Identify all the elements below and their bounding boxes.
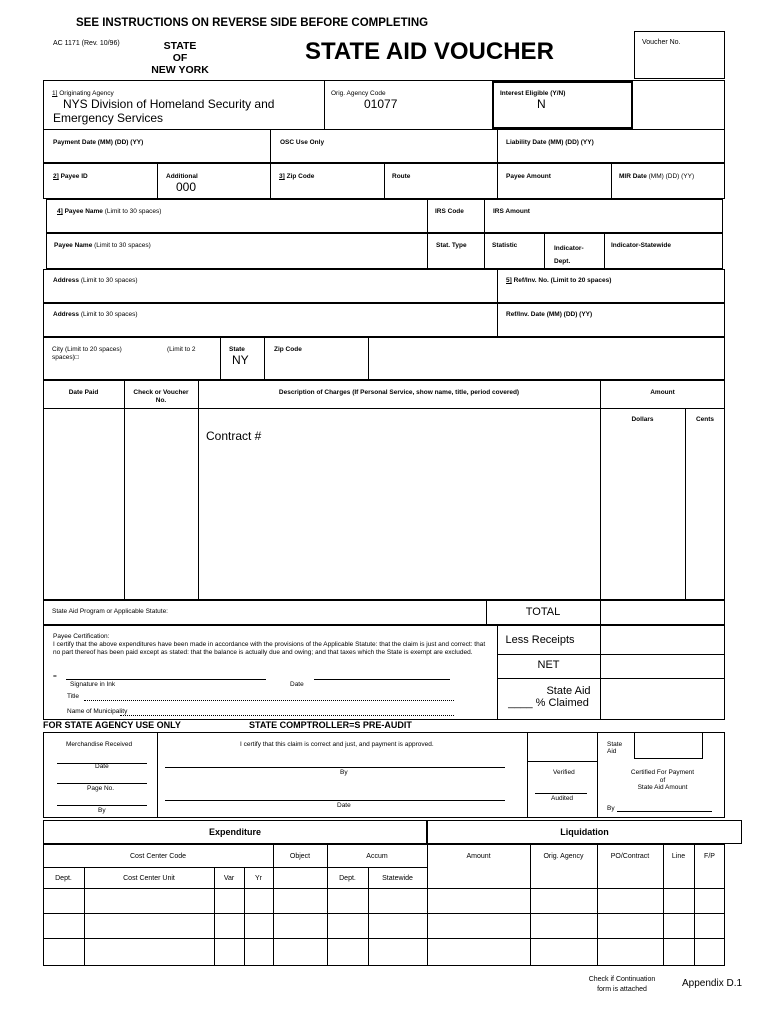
var-header: Var bbox=[223, 875, 235, 882]
address-1-limit: (Limit to 30 spaces) bbox=[80, 277, 138, 284]
ref-inv-date-label: Ref/Inv. Date (MM) (DD) (YY) bbox=[506, 311, 593, 318]
mir-fmt: (MM) (DD) (YY) bbox=[648, 173, 695, 180]
municipality-label: Name of Municipality bbox=[67, 708, 128, 715]
interest-eligible-box[interactable] bbox=[492, 81, 633, 129]
line-header: Line bbox=[671, 853, 686, 860]
agency-name-line-2: Emergency Services bbox=[53, 111, 164, 125]
orig-agency-code-label: Orig. Agency Code bbox=[331, 90, 386, 97]
cost-center-unit-header: Cost Center Unit bbox=[123, 875, 175, 882]
check-voucher-header bbox=[124, 389, 198, 405]
payee-id-num: 2] bbox=[53, 173, 59, 180]
certification-heading: Payee Certification: bbox=[53, 633, 110, 640]
stat-type-label: Stat. Type bbox=[436, 242, 467, 249]
contract-number: Contract # bbox=[206, 429, 262, 443]
cost-center-code-header: Cost Center Code bbox=[129, 853, 187, 860]
route-label: Route bbox=[392, 173, 411, 180]
program-label: State Aid Program or Applicable Statute: bbox=[52, 608, 168, 615]
check-l1: Check or Voucher bbox=[133, 389, 189, 396]
irs-amount-label: IRS Amount bbox=[493, 208, 530, 215]
expenditure-label: Expenditure bbox=[208, 827, 261, 837]
state-aid-l2: Aid bbox=[607, 748, 617, 755]
fp-header: F/P bbox=[704, 853, 715, 860]
statistic-label: Statistic bbox=[492, 242, 518, 249]
certification-block bbox=[43, 625, 725, 720]
state-aid-line: State Aid bbox=[546, 685, 591, 697]
appendix-label: Appendix D.1 bbox=[682, 978, 743, 989]
yr-header: Yr bbox=[255, 875, 262, 882]
payee-name-2-text: Payee Name bbox=[54, 242, 93, 249]
form-number: AC 1171 (Rev. 10/96) bbox=[53, 40, 120, 47]
title-label: Title bbox=[67, 693, 80, 700]
state-aid-claimed bbox=[497, 685, 600, 709]
instruction-line: SEE INSTRUCTIONS ON REVERSE SIDE BEFORE COMPLETING bbox=[76, 17, 429, 29]
address-2-label bbox=[53, 311, 138, 318]
certification-eq: = bbox=[53, 673, 57, 680]
voucher-no-box[interactable] bbox=[634, 31, 725, 79]
less-receipts-label: Less Receipts bbox=[505, 634, 575, 646]
additional-label: Additional bbox=[166, 173, 198, 180]
ref-num: 5] bbox=[506, 277, 512, 284]
continuation-l1: Check if Continuation bbox=[588, 976, 656, 983]
payee-id-text: Payee ID bbox=[60, 173, 88, 180]
city-label bbox=[52, 346, 122, 353]
address-2-limit: (Limit to 30 spaces) bbox=[80, 311, 138, 318]
net-label: NET bbox=[537, 659, 560, 671]
mir-text: MIR Date bbox=[619, 173, 647, 180]
originating-agency-label bbox=[52, 90, 114, 97]
city-row bbox=[43, 337, 725, 380]
address-2-row bbox=[43, 303, 725, 337]
state-value: NY bbox=[232, 353, 249, 367]
audited-label: Audited bbox=[551, 795, 574, 802]
zip-code-label bbox=[279, 173, 314, 180]
certification-text: I certify that the above expenditures have been made in accordance with the provisions of the Applicable Statute: that the claim is just and correct: that no part thereof has been paid except as stated: that the balance is actually due and owing; and that taxes which the State is exempt are excluded. bbox=[53, 641, 486, 656]
payee-name-2-label bbox=[54, 242, 151, 249]
certified-l3: State Aid Amount bbox=[637, 784, 688, 791]
agency-use-heading: FOR STATE AGENCY USE ONLY bbox=[43, 720, 181, 730]
address-1-label bbox=[53, 277, 138, 284]
payee-name-num: 4] bbox=[57, 208, 63, 215]
agency-name-line-1: NYS Division of Homeland Security and bbox=[63, 97, 275, 111]
cents-header: Cents bbox=[695, 416, 715, 423]
payment-date-label: Payment Date (MM) (DD) (YY) bbox=[53, 139, 144, 146]
state-line-2: OF bbox=[172, 52, 188, 64]
certified-l1: Certified For Payment bbox=[630, 769, 695, 776]
payee-amount-label: Payee Amount bbox=[506, 173, 551, 180]
interest-eligible-label: Interest Eligible (Y/N) bbox=[500, 90, 566, 97]
accum-header: Accum bbox=[366, 853, 388, 860]
signature-label: Signature in Ink bbox=[70, 681, 116, 688]
merchandise-received: Merchandise Received bbox=[66, 741, 133, 748]
po-contract-header: PO/Contract bbox=[610, 853, 650, 860]
object-header: Object bbox=[289, 853, 311, 860]
merch-date: Date bbox=[95, 763, 109, 770]
certified-payment bbox=[600, 769, 725, 792]
state-label: State bbox=[229, 346, 245, 353]
state-aid-small bbox=[607, 741, 622, 755]
check-l2: No. bbox=[155, 397, 167, 404]
accum-dept-header: Dept. bbox=[339, 875, 356, 882]
payee-name-label bbox=[57, 208, 161, 215]
indicator-statewide-label: Indicator-Statewide bbox=[611, 242, 671, 249]
liquidation-label: Liquidation bbox=[560, 827, 609, 837]
city-text: City bbox=[52, 346, 64, 353]
state-aid-box[interactable] bbox=[634, 732, 703, 759]
signature-date-label: Date bbox=[290, 681, 304, 688]
zip-num: 3] bbox=[279, 173, 285, 180]
mir-date-label bbox=[619, 173, 694, 180]
city-zip-label: Zip Code bbox=[274, 346, 302, 353]
indicator-dept-l1: Indicator- bbox=[554, 245, 584, 252]
additional-value: 000 bbox=[176, 180, 197, 194]
voucher-no-label: Voucher No. bbox=[642, 39, 681, 46]
payee-name-limit: (Limit to 30 spaces) bbox=[104, 208, 162, 215]
zip-text: Zip Code bbox=[286, 173, 315, 180]
irs-code-label: IRS Code bbox=[435, 208, 464, 215]
ref-text: Ref/Inv. No. (Limit to 20 spaces) bbox=[513, 277, 612, 284]
coding-grid bbox=[43, 844, 725, 966]
verified-label: Verified bbox=[553, 769, 575, 776]
agency-label-text: Originating Agency bbox=[59, 90, 114, 97]
page-title: STATE AID VOUCHER bbox=[305, 38, 554, 65]
state-aid-l1: State bbox=[607, 741, 623, 748]
dates-row bbox=[43, 129, 725, 163]
payee-id-label bbox=[53, 173, 88, 180]
liability-date-label: Liability Date (MM) (DD) (YY) bbox=[506, 139, 594, 146]
address-1-text: Address bbox=[53, 277, 80, 284]
date-paid-header: Date Paid bbox=[68, 389, 99, 396]
approve-statement: I certify that this claim is correct and just, and payment is approved. bbox=[240, 741, 434, 748]
state-line-3: NEW YORK bbox=[151, 64, 209, 76]
osc-use-label: OSC Use Only bbox=[280, 139, 325, 146]
description-header: Description of Charges (If Personal Service, show name, title, period covered) bbox=[278, 389, 520, 396]
orig-agency-header: Orig. Agency bbox=[543, 853, 584, 860]
indicator-dept-label bbox=[554, 242, 584, 268]
state-of-new-york bbox=[140, 40, 220, 76]
state-line-1: STATE bbox=[163, 40, 197, 52]
total-label: TOTAL bbox=[525, 606, 561, 618]
city-spaces: spaces)□ bbox=[52, 354, 79, 361]
indicator-dept-l2: Dept. bbox=[554, 258, 571, 265]
payee-name-row bbox=[46, 199, 723, 233]
liq-amount-header: Amount bbox=[466, 853, 491, 860]
city-limit-2: (Limit to 2 bbox=[167, 346, 196, 353]
continuation-l2: form is attached bbox=[597, 986, 647, 993]
dept-header: Dept. bbox=[55, 875, 72, 882]
comptroller-heading: STATE COMPTROLLER=S PRE-AUDIT bbox=[249, 720, 412, 730]
continuation-note bbox=[572, 975, 672, 995]
city-limit: (Limit to 20 spaces) bbox=[65, 346, 122, 353]
ref-inv-no-label bbox=[506, 277, 611, 284]
certified-by: By bbox=[607, 805, 615, 812]
payee-name-text: Payee Name bbox=[64, 208, 103, 215]
amount-header: Amount bbox=[650, 389, 675, 396]
agency-name bbox=[53, 97, 274, 125]
charges-table bbox=[43, 380, 725, 600]
dollars-header: Dollars bbox=[631, 416, 654, 423]
address-2-text: Address bbox=[53, 311, 80, 318]
certified-l2: of bbox=[659, 776, 666, 784]
agency-num: 1] bbox=[52, 90, 58, 97]
payee-name-2-row bbox=[46, 233, 723, 269]
approve-date: Date bbox=[337, 802, 351, 809]
approve-by: By bbox=[340, 769, 348, 776]
orig-agency-code-value: 01077 bbox=[364, 97, 398, 111]
interest-eligible-value: N bbox=[537, 97, 546, 111]
payee-name-2-limit: (Limit to 30 spaces) bbox=[94, 242, 151, 249]
merch-by: By bbox=[98, 807, 106, 814]
statewide-header: Statewide bbox=[382, 875, 413, 882]
address-1-row bbox=[43, 269, 725, 303]
page-no: Page No. bbox=[87, 785, 115, 792]
claimed-line: ____ % Claimed bbox=[508, 697, 589, 709]
